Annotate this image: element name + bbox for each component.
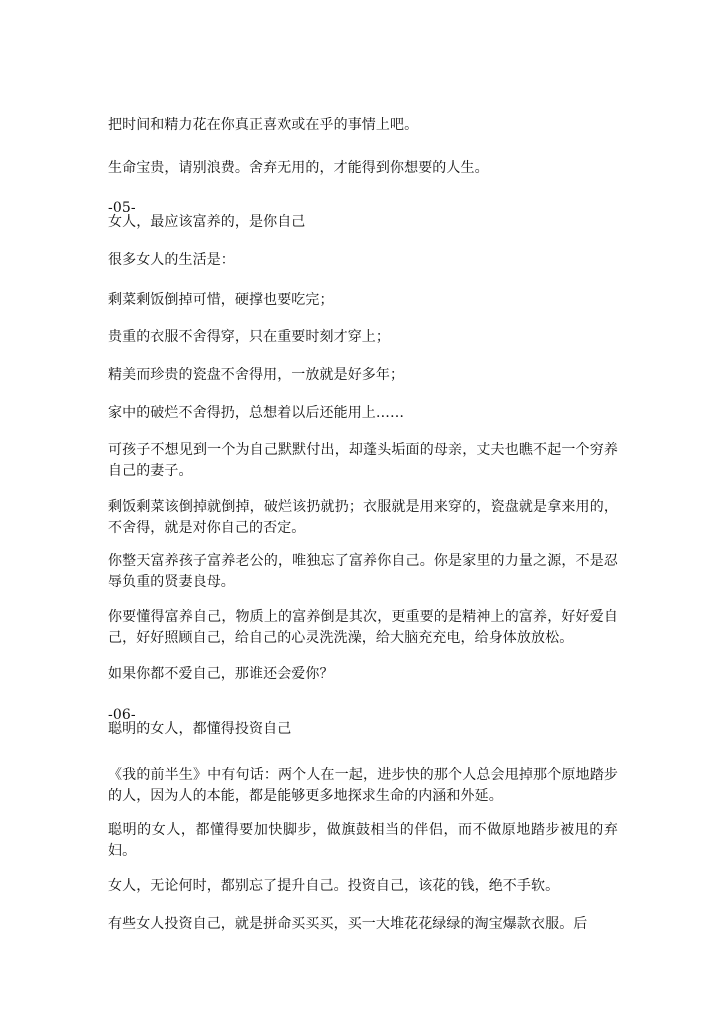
paragraph-my-first-half-life-quote: 《我的前半生》中有句话：两个人在一起，进步快的那个人总会甩掉那个原地踏步的人，因为人的本能，都是能够更多地探求生命的内涵和外延。: [108, 767, 618, 804]
paragraph-throw-away: 剩饭剩菜该倒掉就倒掉，破烂该扔就扔；衣服就是用来穿的，瓷盘就是拿来用的，不舍得，就是对你自己的否定。: [108, 499, 618, 536]
paragraph-child-husband: 可孩子不想见到一个为自己默默付出，却蓬头垢面的母亲，丈夫也瞧不起一个穷养自己的妻子。: [108, 442, 618, 479]
section-number-05: -05-: [108, 200, 136, 216]
paragraph-spiritual-richness: 你要懂得富养自己，物质上的富养倒是其次，更重要的是精神上的富养，好好爱自己，好好照顾自己，给自己的心灵洗洗澡，给大脑充充电，给身体放放松。: [108, 609, 618, 646]
paragraph-many-women: 很多女人的生活是：: [108, 252, 235, 268]
section-heading-06: 聪明的女人，都懂得投资自己: [108, 721, 292, 737]
paragraph-raise-yourself: 你整天富养孩子富养老公的，唯独忘了富养你自己。你是家里的力量之源，不是忍辱负重的贤妻良母。: [108, 553, 618, 590]
paragraph-plates: 精美而珍贵的瓷盘不舍得用，一放就是好多年；: [108, 367, 405, 383]
section-heading-05: 女人，最应该富养的，是你自己: [108, 214, 306, 230]
paragraph-clothes: 贵重的衣服不舍得穿，只在重要时刻才穿上；: [108, 329, 390, 345]
paragraph-leftovers: 剩菜剩饭倒掉可惜，硬撑也要吃完；: [108, 292, 334, 308]
section-number-06: -06-: [108, 707, 136, 723]
paragraph-life-precious: 生命宝贵，请别浪费。舍弃无用的，才能得到你想要的人生。: [108, 160, 489, 176]
paragraph-improve-yourself: 女人，无论何时，都别忘了提升自己。投资自己，该花的钱，绝不手软。: [108, 878, 560, 894]
paragraph-time-energy: 把时间和精力花在你真正喜欢或在乎的事情上吧。: [108, 117, 419, 133]
paragraph-smart-women-pace: 聪明的女人，都懂得要加快脚步，做旗鼓相当的伴侣，而不做原地踏步被甩的弃妇。: [108, 822, 618, 859]
paragraph-love-yourself: 如果你都不爱自己，那谁还会爱你？: [108, 666, 334, 682]
paragraph-buy-clothes: 有些女人投资自己，就是拼命买买买，买一大堆花花绿绿的淘宝爆款衣服。后: [108, 916, 588, 932]
paragraph-junk: 家中的破烂不舍得扔，总想着以后还能用上……: [108, 405, 405, 421]
